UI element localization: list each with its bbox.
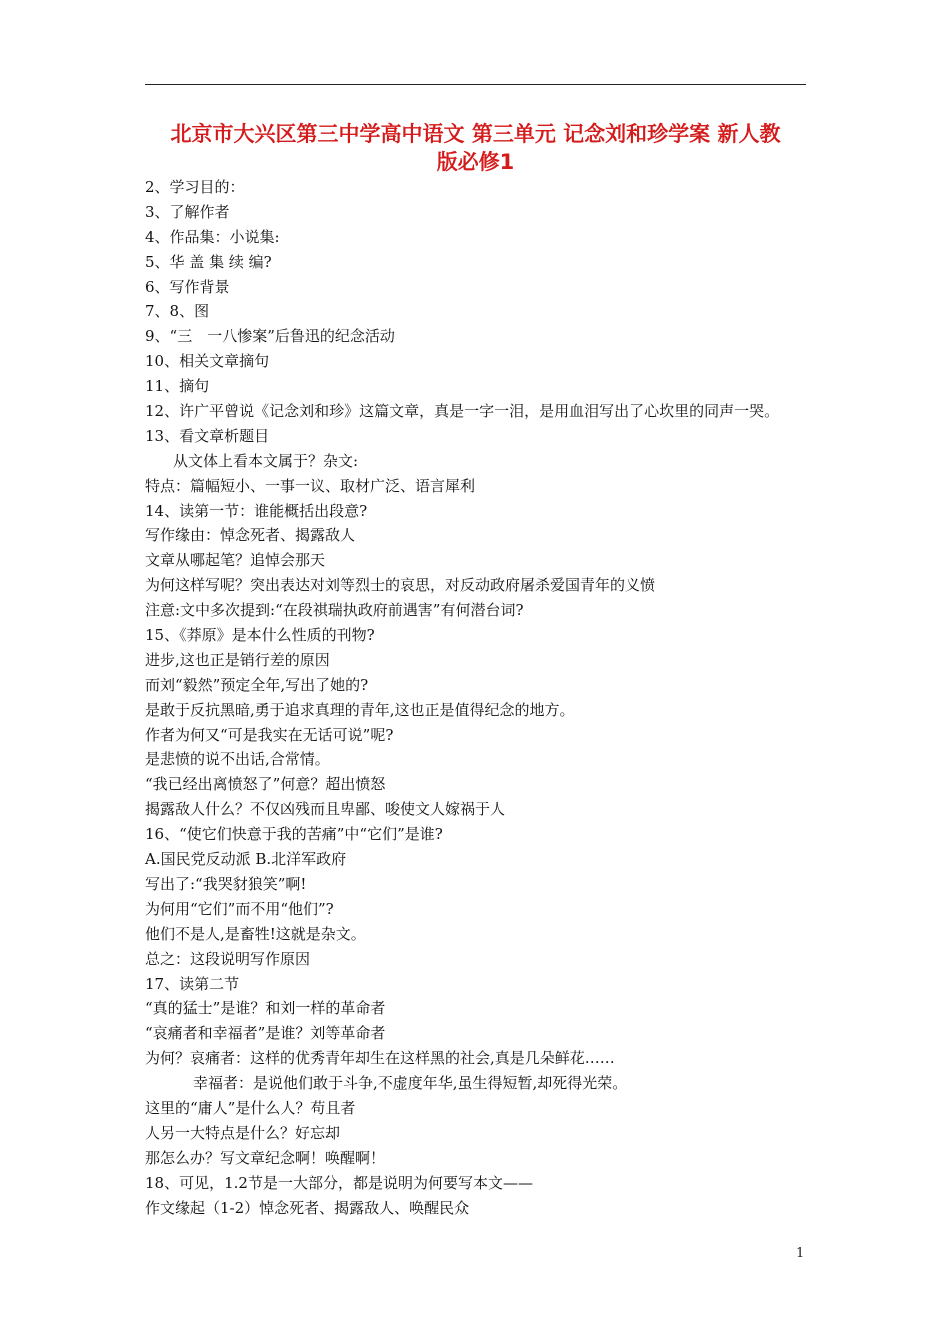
text-line: 写作缘由：悼念死者、揭露敌人 [145, 526, 356, 545]
text-line: 15、《莽原》是本什么性质的刊物? [145, 626, 375, 645]
text-line: 注意:文中多次提到:“在段祺瑞执政府前遇害”有何潜台词? [145, 601, 524, 620]
text-line: 这里的“庸人”是什么人？苟且者 [145, 1098, 356, 1117]
text-line: 16、“使它们快意于我的苦痛”中“它们”是谁? [145, 825, 443, 844]
text-line: 14、读第一节：谁能概括出段意? [145, 501, 368, 520]
document-title-line-1: 北京市大兴区第三中学高中语文 第三单元 记念刘和珍学案 新人教 [170, 122, 781, 146]
text-line: 写出了:“我哭豺狼笑”啊! [145, 874, 307, 893]
text-line: 特点：篇幅短小、一事一议、取材广泛、语言犀利 [145, 476, 476, 495]
text-line: 他们不是人,是畜牲!这就是杂文。 [145, 924, 366, 943]
text-line: 是悲愤的说不出话,合常情。 [145, 750, 330, 769]
text-line: 3、了解作者 [145, 202, 230, 221]
text-line: 进步,这也正是销行差的原因 [145, 650, 330, 669]
text-line: 为何？哀痛者：这样的优秀青年却生在这样黑的社会,真是几朵鲜花…… [145, 1049, 615, 1068]
document-title [145, 120, 806, 176]
text-line: “哀痛者和幸福者”是谁？刘等革命者 [145, 1024, 386, 1043]
text-line: 而刘“毅然”预定全年,写出了她的? [145, 675, 369, 694]
text-line: 作者为何又“可是我实在无话可说”呢? [145, 725, 394, 744]
text-line: 4、作品集：小说集: [145, 227, 280, 246]
text-line: 13、看文章析题目 [145, 426, 270, 445]
text-line: 17、读第二节 [145, 974, 240, 993]
text-line: A.国民党反动派 B.北洋军政府 [145, 850, 347, 869]
text-line: 是敢于反抗黑暗,勇于追求真理的青年,这也正是值得纪念的地方。 [145, 700, 575, 719]
text-line: 5、华 盖 集 续 编? [145, 252, 272, 271]
page-number: 1 [796, 1246, 805, 1261]
text-line: 10、相关文章摘句 [145, 352, 270, 371]
text-line: 总之：这段说明写作原因 [145, 949, 311, 968]
text-line: 从文体上看本文属于？杂文: [173, 451, 359, 470]
text-line: 9、“三 一八惨案”后鲁迅的纪念活动 [145, 327, 395, 346]
text-line: 人另一大特点是什么？好忘却 [145, 1123, 341, 1142]
text-line: 12、许广平曾说《记念刘和珍》这篇文章，真是一字一泪，是用血泪写出了心坎里的同声一哭。 [145, 402, 780, 421]
text-line: “真的猛士”是谁？和刘一样的革命者 [145, 999, 386, 1018]
document-title-line-2: 版必修1 [436, 150, 515, 174]
text-line: 揭露敌人什么？不仅凶残而且卑鄙、唆使文人嫁祸于人 [145, 800, 506, 819]
text-line: 11、摘句 [145, 377, 210, 396]
text-line: 那怎么办？写文章纪念啊！唤醒啊！ [145, 1148, 386, 1167]
text-line: 作文缘起（1-2）悼念死者、揭露敌人、唤醒民众 [145, 1198, 470, 1217]
header-rule [145, 84, 806, 85]
text-line: “我已经出离愤怒了”何意？超出愤怒 [145, 775, 386, 794]
text-line: 文章从哪起笔？追悼会那天 [145, 551, 326, 570]
text-line: 幸福者：是说他们敢于斗争,不虚度年华,虽生得短暂,却死得光荣。 [193, 1074, 628, 1093]
document-body [145, 175, 815, 1220]
text-line: 为何这样写呢？突出表达对刘等烈士的哀思，对反动政府屠杀爱国青年的义愤 [145, 576, 656, 595]
text-line: 2、学习目的： [145, 178, 245, 196]
text-line: 7、8、图 [145, 302, 210, 321]
text-line: 为何用“它们”而不用“他们”? [145, 899, 334, 918]
text-line: 6、写作背景 [145, 277, 230, 296]
text-line: 18、可见，1.2节是一大部分，都是说明为何要写本文—— [145, 1173, 533, 1192]
